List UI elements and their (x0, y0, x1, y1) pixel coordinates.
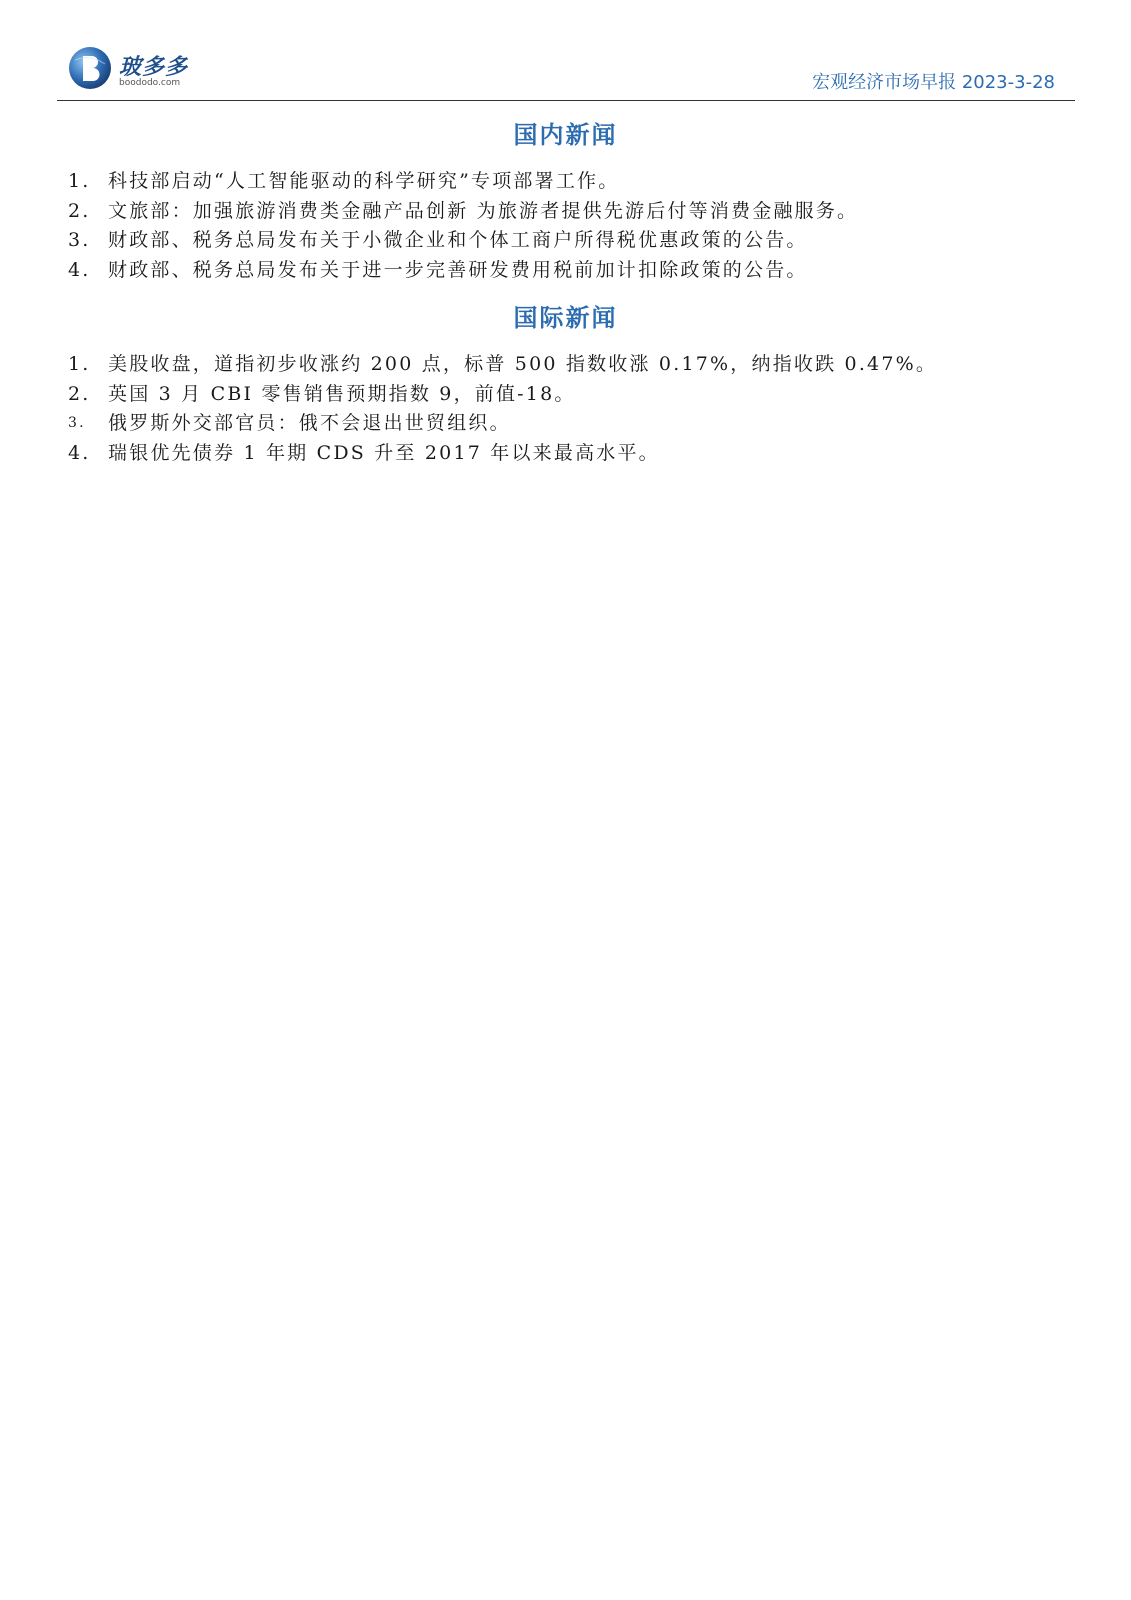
item-text: 文旅部：加强旅游消费类金融产品创新 为旅游者提供先游后付等消费金融服务。 (108, 199, 859, 222)
item-number: 4. (68, 258, 91, 281)
logo-domain: boododo.com (119, 78, 181, 88)
item-number: 1. (68, 170, 91, 192)
item-number: 1. (68, 353, 91, 375)
item-number: 4. (68, 441, 91, 464)
report-title: 宏观经济市场早报 2023-3-28 (812, 72, 1055, 93)
item-number: 3. (68, 229, 91, 251)
list-item (68, 439, 937, 469)
list-item (68, 167, 858, 197)
item-text: 俄罗斯外交部官员：俄不会退出世贸组织。 (108, 412, 511, 434)
item-text: 美股收盘，道指初步收涨约 200 点，标普 500 指数收涨 0.17%，纳指收跌 0.47%。 (108, 353, 938, 375)
international-news-list (68, 350, 937, 468)
domestic-news-list (68, 167, 858, 285)
item-text: 财政部、税务总局发布关于进一步完善研发费用税前加计扣除政策的公告。 (108, 258, 808, 281)
list-item (68, 380, 937, 410)
international-news-heading: 国际新闻 (513, 304, 618, 332)
item-text: 科技部启动“人工智能驱动的科学研究”专项部署工作。 (108, 170, 620, 192)
logo (67, 42, 207, 96)
logo-globe-icon (67, 45, 113, 91)
list-item (68, 350, 937, 380)
item-number: 2. (68, 199, 91, 222)
list-item (68, 256, 858, 286)
logo-name: 玻多多 (119, 54, 189, 80)
item-text: 财政部、税务总局发布关于小微企业和个体工商户所得税优惠政策的公告。 (108, 229, 808, 251)
item-number: 3. (68, 415, 86, 431)
list-item (68, 197, 858, 227)
list-item (68, 409, 937, 439)
domestic-news-heading: 国内新闻 (513, 121, 618, 149)
item-number: 2. (68, 382, 91, 405)
list-item (68, 226, 858, 256)
item-text: 英国 3 月 CBI 零售销售预期指数 9，前值-18。 (108, 382, 576, 405)
item-text: 瑞银优先债券 1 年期 CDS 升至 2017 年以来最高水平。 (108, 441, 660, 464)
page-header (57, 38, 1075, 101)
